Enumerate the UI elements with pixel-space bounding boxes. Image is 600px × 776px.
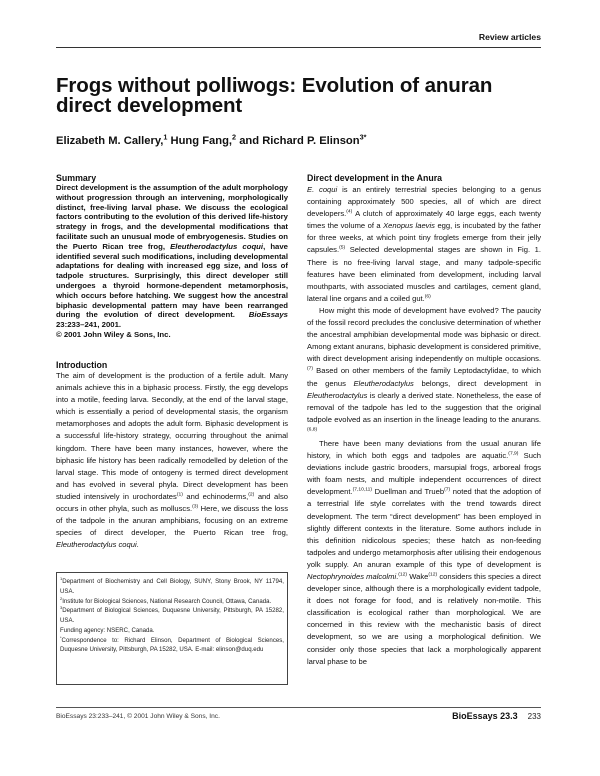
text-run: Funding agency: NSERC, Canada.: [60, 626, 155, 634]
superscript-reference: 3: [60, 605, 63, 611]
italic-text: Xenopus laevis: [383, 221, 435, 231]
introduction-body: [56, 370, 288, 551]
text-run: and Richard P. Elinson: [236, 135, 360, 147]
affiliation-footnote: [60, 597, 284, 607]
paragraph: [307, 184, 541, 305]
summary-heading: Summary: [56, 173, 97, 183]
text-run: Correspondence to: Richard Elinson, Department of Biological Sciences, Duquesne University, Pittsburgh, PA 15282, USA. E-mail: elinson@duq.edu: [60, 636, 284, 654]
superscript-reference: (3): [192, 504, 199, 510]
section-label: Review articles: [478, 32, 541, 42]
text-run: , have identified several such modifications, including developmental adaptations for dealing with increased egg size, and loss of tadpole structures. Surprisingly, this direct developer still undergoes a thyroid hormone-dependent metamorphosis, which occurs before hatching. We suggest how the ancestral biphasic developmental pattern may have been rearranged during the evolution of direct development.: [56, 241, 288, 320]
superscript-reference: (5): [339, 245, 346, 251]
superscript-reference: (7,10,11): [352, 487, 372, 493]
paragraph: [307, 305, 541, 438]
text-run: 23:233–241, 2001.: [56, 320, 122, 330]
superscript-reference: (2): [248, 492, 255, 498]
text-run: is an entirely terrestrial species belonging to a genus containing approximately 500 species, all of which are direct developers.: [307, 185, 541, 219]
italic-text: Eleutherodactylus coqui: [170, 241, 264, 251]
superscript-reference: 1: [60, 575, 63, 581]
superscript-reference: 2: [60, 595, 63, 601]
page-number: 233: [527, 712, 541, 721]
funding-footnote: [60, 626, 284, 636]
text-run: Department of Biological Sciences, Duquesne University, Pittsburgh, PA 15282, USA.: [60, 607, 284, 624]
text-run: Elizabeth M. Callery,: [56, 135, 164, 147]
text-run: Duellman and Trueb: [372, 487, 445, 497]
footer-rule: [56, 707, 541, 708]
superscript-reference: (6): [424, 294, 431, 300]
paragraph: [307, 438, 541, 668]
affiliation-footnote: [60, 606, 284, 626]
affiliations-box: [56, 572, 288, 685]
article-title: Frogs without polliwogs: Evolution of anuran direct development: [56, 74, 493, 117]
text-run: is clearly a derived state. Nonetheless, the ease of removal of the tadpole has led to the suggestion that the original tadpole evolved as an insertion in the lineage leading to the anurans.: [307, 390, 541, 424]
text-run: noted that the adoption of a terrestrial life style correlates with the trend towards direct development. The term “direct development” has been employed in slightly different contexts in the literature. Some authors include in this definition nidicolous species; these hatch as non-feeding tadpoles and undergo metamorphosis after utilising their endogenous yolk supply. An anuran example of this type of development is: [307, 487, 541, 569]
text-run: and echinoderms,: [182, 491, 249, 501]
text-run: Direct development is the assumption of the adult morphology without progression through an intervening, morphologically distinct, free-living larval phase. We discuss the ecological factors contributing to the evolution of this derived life-history strategy in frogs, and the developmental modifications that facilitate such an unusual mode of embryogenesis. Studies on the Puerto Rican tree frog,: [56, 183, 288, 251]
text-run: How might this mode of development have evolved? The paucity of the fossil record precludes the conclusive determination of whether the ancestral amphibian developmental mode was biphasic or direct. Among extant anurans, biphasic development is considered primitive, with direct development arising independently on multiple occasions.: [307, 305, 541, 364]
superscript-reference: (12): [398, 572, 408, 578]
copyright-notice: © 2001 John Wiley & Sons, Inc.: [56, 329, 171, 339]
text-run: A clutch of approximately 40 large eggs, each twenty times the volume of a: [307, 209, 541, 231]
superscript-reference: (7,9): [508, 451, 519, 457]
direct-development-body: [307, 184, 541, 668]
affiliation-footnote: [60, 577, 284, 597]
summary-text: [56, 183, 288, 330]
superscript-reference: 3*: [359, 132, 367, 142]
footer-journal-issue: BioEssays 23.3: [452, 711, 518, 721]
correspondence-footnote: [60, 636, 284, 656]
superscript-reference: *: [60, 634, 62, 640]
italic-text: Eleutherodactylus: [307, 390, 368, 400]
author-list: [56, 132, 367, 148]
text-run: The aim of development is the production of a fertile adult. Many animals achieve this in a biphasic process. Firstly, the egg develops into a motile, feeding larva. Secondly, at the end of the larval stage, which is essentially a period of developmental stasis, the organism metamorphoses and adopts the adult form. Biphasic development is a successful life-history strategy, occurring throughout the animal kingdom. There have been many instances, however, where the biphasic life history has been radically remodelled by deletion of the larval stage. This mode of ontogeny is termed direct development and has evolved in several phyla. Direct development has been studied intensively in urochordates: [56, 371, 288, 501]
text-run: Wake: [407, 572, 429, 581]
text-run: considers this species a direct developer since, although there is a morphologically evident tadpole, it does not forage for food, and is relatively non-motile. This classification is ecological rather than morphological. We are concerned in this review with the mechanistic basis of direct development, so we are using a morphological definition. We consider only those species that lack a morphologically apparent larval phase to be: [307, 572, 541, 666]
superscript-reference: (6,8): [307, 427, 318, 433]
text-run: .: [396, 572, 399, 581]
summary-abstract: [56, 183, 288, 340]
footer-journal-info: [300, 711, 541, 722]
italic-text: Eleutherodactylus coqui: [56, 540, 137, 550]
text-run: Based on other members of the family Leptodactylidae, to which the genus: [307, 366, 541, 388]
text-run: .: [136, 540, 139, 550]
superscript-reference: 1: [163, 132, 168, 142]
text-run: belongs, direct development in: [413, 378, 541, 388]
text-run: Selected developmental stages are shown in Fig. 1. There is no free-living larval stage, and many tadpole-specific features have been eliminated from development, including larval mouthparts, with associated muscles and cartilages, cement gland, lateral line organs and a coiled gut.: [307, 245, 541, 303]
text-run: Here, we discuss the loss of the tadpole in the anuran amphibians, focusing on an extreme species of direct developer, the Puerto Rican tree frog,: [56, 504, 288, 538]
text-run: egg, is incubated by the father for three weeks, at which point tiny froglets emerge from their jelly capsules.: [307, 221, 541, 255]
text-run: Such deviations include gastric brooders, marsupial frogs, arboreal frogs with foam nests, and multiple independent occurrences of direct development.: [307, 451, 541, 497]
introduction-heading: Introduction: [56, 360, 108, 370]
italic-text: Nectophrynoides malcolmi: [307, 572, 397, 581]
superscript-reference: (12): [428, 572, 438, 578]
superscript-reference: (1): [176, 492, 183, 498]
italic-text: E. coqui: [307, 185, 338, 194]
text-run: Department of Biochemistry and Cell Biology, SUNY, Stony Brook, NY 11794, USA.: [60, 578, 284, 595]
text-run: Hung Fang,: [167, 135, 233, 147]
italic-text: BioEssays: [248, 310, 288, 320]
direct-development-heading: Direct development in the Anura: [307, 173, 443, 183]
superscript-reference: (4): [346, 209, 353, 215]
superscript-reference: (7): [307, 366, 314, 372]
text-run: There have been many deviations from the usual anuran life history, in which both eggs and tadpoles are aquatic.: [307, 438, 541, 461]
text-run: Institute for Biological Sciences, National Research Council, Ottawa, Canada.: [62, 597, 272, 605]
header-rule: [56, 47, 541, 48]
footer-citation: BioEssays 23:233–241, © 2001 John Wiley & Sons, Inc.: [56, 713, 220, 720]
italic-text: Eleutherodactylus: [353, 378, 414, 388]
text-run: and also occurs in other phyla, such as molluscs.: [56, 491, 288, 514]
paragraph: [56, 370, 288, 551]
superscript-reference: (7): [444, 487, 451, 493]
superscript-reference: 2: [232, 132, 237, 142]
